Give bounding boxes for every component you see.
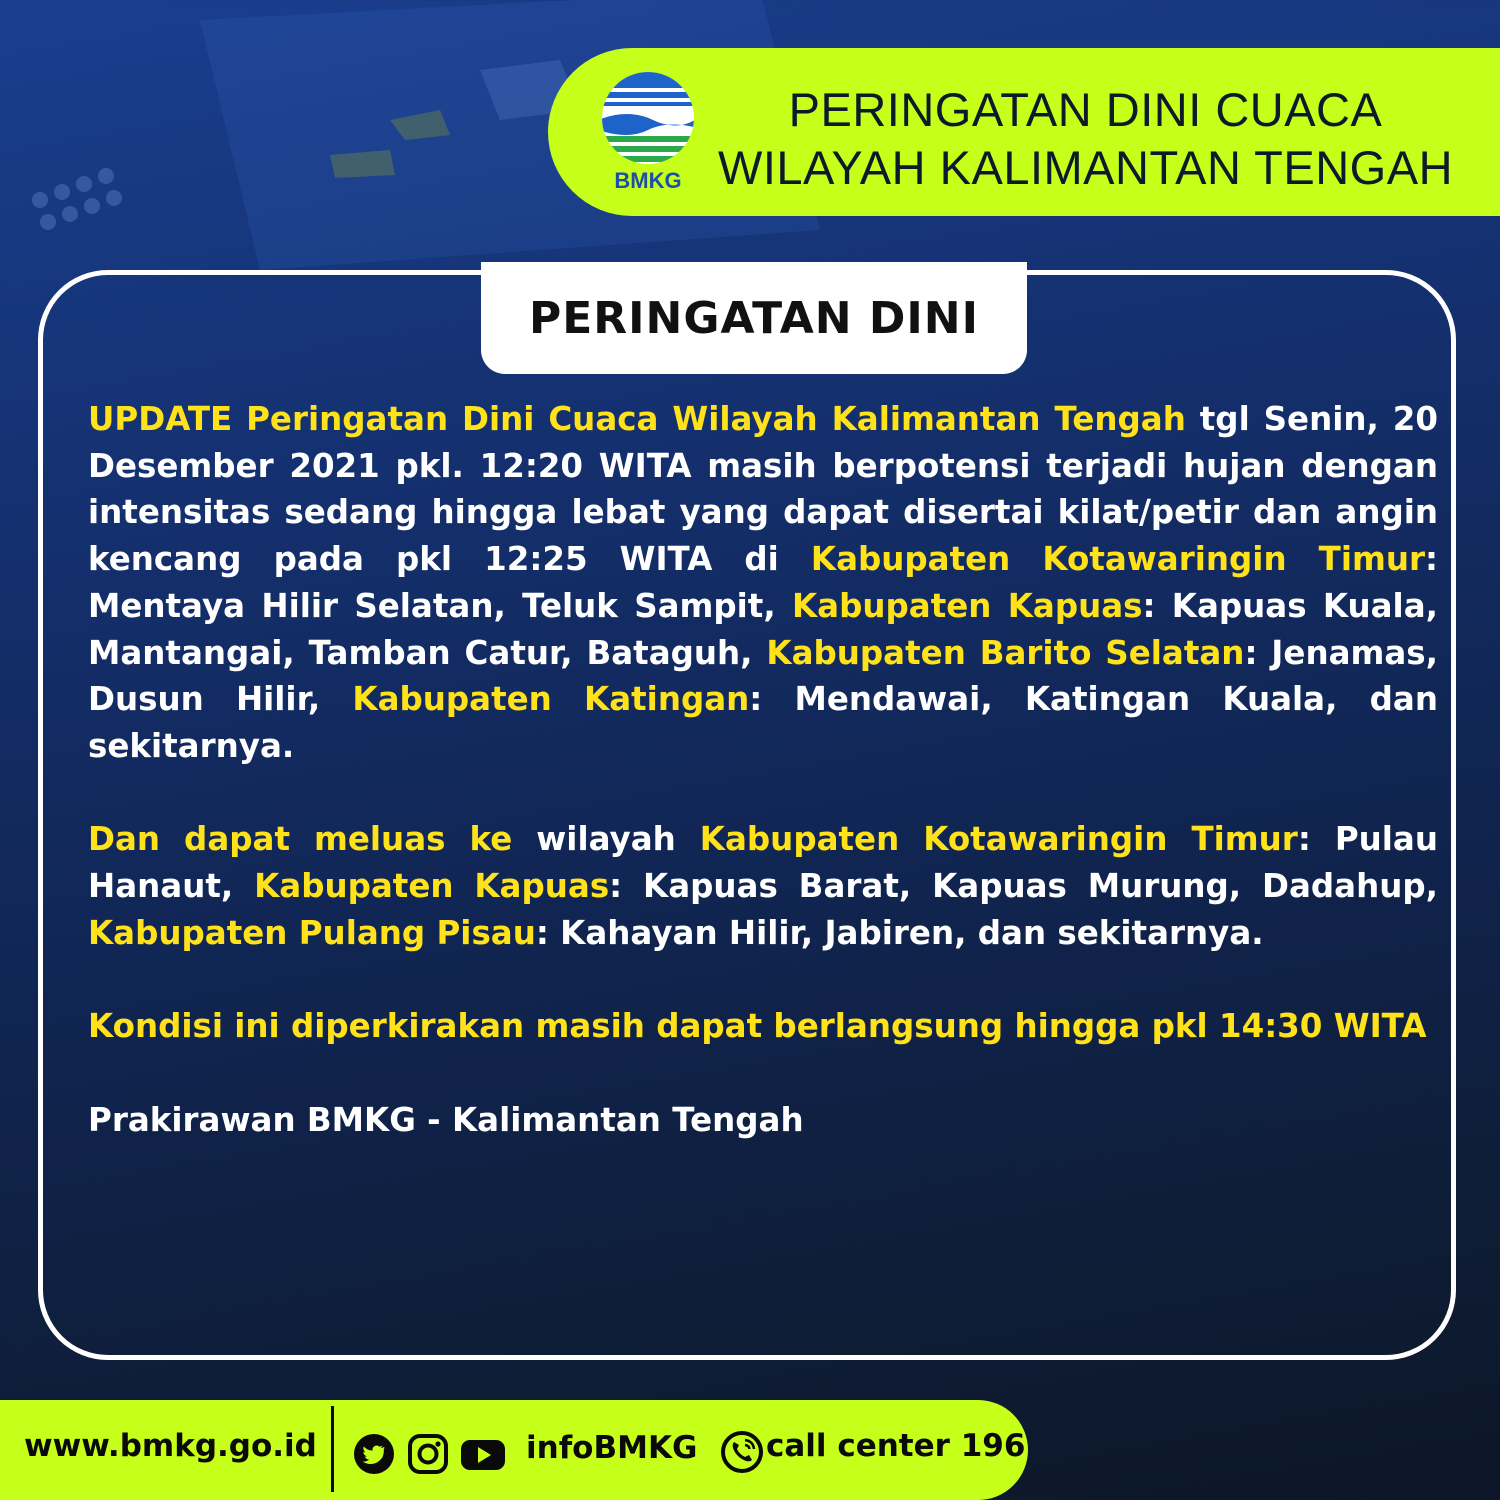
warning-duration: Kondisi ini diperkirakan masih dapat berlangsung hingga pkl 14:30 WITA	[88, 1007, 1427, 1046]
highlighted-text: UPDATE Peringatan Dini Cuaca Wilayah Kalimantan Tengah	[88, 400, 1186, 438]
warning-paragraph-2	[88, 816, 1438, 956]
body-text: : Mendawai, Katingan Kuala, dan sekitarnya.	[88, 680, 1438, 765]
warning-paragraph-1	[88, 396, 1438, 770]
body-text: tgl Senin, 20 Desember 2021 pkl. 12:20 WITA masih berpotensi terjadi hujan dengan intensitas sedang hingga lebat yang dapat disertai kilat/petir dan angin kencang pada pkl 12:25 WITA di	[88, 400, 1438, 579]
twitter-icon[interactable]	[352, 1432, 396, 1476]
phone-icon	[720, 1430, 764, 1474]
highlighted-text: Dan dapat meluas ke	[88, 820, 513, 859]
highlighted-text: Kabupaten Katingan	[352, 680, 750, 719]
highlighted-text: Kabupaten Barito Selatan	[766, 633, 1245, 672]
highlighted-text: Kabupaten Kapuas	[254, 867, 610, 906]
panel-title: PERINGATAN DINI	[528, 292, 979, 344]
youtube-icon[interactable]	[460, 1432, 506, 1476]
highlighted-text: Kabupaten Kapuas	[791, 586, 1143, 625]
website-link[interactable]: www.bmkg.go.id	[24, 1428, 317, 1464]
header-title-line2: WILAYAH KALIMANTAN TENGAH	[718, 141, 1454, 194]
highlighted-text: Kabupaten Kotawaringin Timur	[699, 820, 1298, 859]
body-text: : Kahayan Hilir, Jabiren, dan sekitarnya.	[535, 913, 1264, 952]
highlighted-text: Kabupaten Pulang Pisau	[88, 913, 536, 952]
highlighted-text: Kabupaten Kotawaringin Timur	[810, 540, 1425, 579]
signature: Prakirawan BMKG - Kalimantan Tengah	[88, 1100, 804, 1139]
body-text: : Kapuas Kuala, Mantangai, Tamban Catur, Bataguh,	[88, 586, 1438, 672]
warning-content	[88, 396, 1438, 1143]
header-banner	[548, 48, 1500, 216]
body-text: : Kapuas Barat, Kapuas Murung, Dadahup,	[609, 867, 1438, 906]
body-text: wilayah	[512, 820, 700, 859]
footer-divider	[331, 1406, 334, 1492]
body-text: : Mentaya Hilir Selatan, Teluk Sampit,	[88, 540, 1438, 625]
footer-bar	[0, 1400, 1028, 1500]
panel-title-tab	[481, 262, 1027, 374]
call-center-text[interactable]: call center 196	[766, 1428, 1026, 1464]
header-title-line1: PERINGATAN DINI CUACA	[788, 83, 1383, 136]
body-text: : Pulau Hanaut,	[88, 820, 1438, 906]
bmkg-logo-icon	[598, 68, 698, 192]
instagram-icon[interactable]	[406, 1432, 450, 1476]
body-text: : Jenamas, Dusun Hilir,	[88, 633, 1438, 719]
logo-text: BMKG	[614, 168, 682, 192]
social-handle[interactable]: infoBMKG	[526, 1430, 698, 1466]
